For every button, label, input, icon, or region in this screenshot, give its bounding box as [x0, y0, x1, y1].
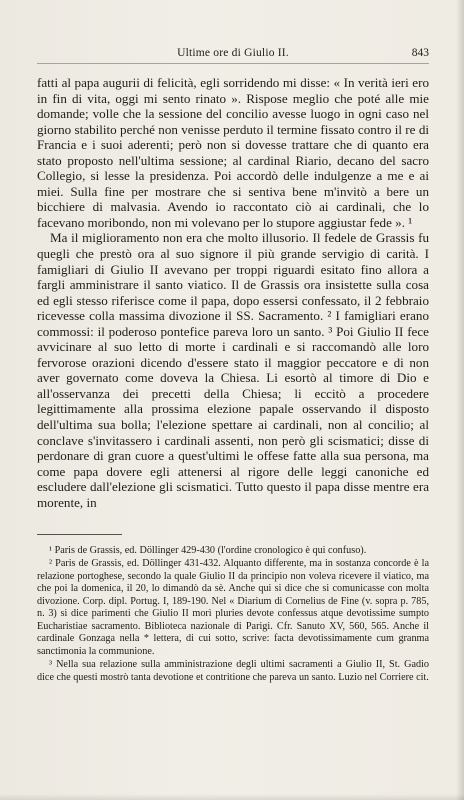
- footnote: ³ Nella sua relazione sulla amministrazione degli ultimi sacramenti a Giulio II, St. Gadio dice che questi mostrò tanta devotione et contritione che pareva un santo. Luzio nel Corriere cit.: [37, 659, 429, 683]
- footnotes: [37, 545, 429, 685]
- paragraph: Ma il miglioramento non era che molto illusorio. Il fedele de Grassis fu quegli che prestò ora al suo signore il più grande servigio di carità. I famigliari di Giulio II avevano per troppi riguardi esitato fino allora a fargli amministrare il santo viatico. Il de Grassis ora insistette sulla cosa ed egli stesso riferisce come il papa, dopo essersi confessato, il 2 febbraio ricevesse colla massima divozione il SS. Sacramento. ² I famigliari erano commossi: il poderoso pontefice pareva loro un santo. ³ Poi Giulio II fece avvicinare al suo letto di morte i cardinali e si raccomandò alle loro fervorose orazioni dicendo d'essere stato il maggior peccatore e di non aver governato come doveva la Chiesa. Li esortò al timore di Dio e all'osservanza dei precetti della Chiesa; li eccitò a procedere legittimamente alla prossima elezione papale osservando il disposto dell'ultima sua bolla; l'elezione spettare ai cardinali, non al concilio; al conclave s'invitassero i cardinali assenti, non però gli scismatici; disse di perdonare di gran cuore a quest'ultimi le offese fatte alla sua persona, ma come papa dovere egli attenersi al rigore delle leggi canoniche ed escludere dall'elezione gli scismatici. Tutto questo il papa disse mentre era morente, in: [37, 230, 429, 510]
- main-text: [37, 75, 429, 510]
- footnote: ¹ Paris de Grassis, ed. Döllinger 429-430 (l'ordine cronologico è qui confuso).: [49, 545, 367, 556]
- running-header: [37, 47, 429, 61]
- running-title: Ultime ore di Giulio II.: [177, 47, 289, 59]
- paragraph: fatti al papa augurii di felicità, egli sorridendo mi disse: « In verità ieri ero in fin di vita, oggi mi sento rinato ». Rispose meglio che poté alle mie domande; volle che la sessione del concilio avesse luogo in ogni caso nel giorno stabilito perché non venisse perduto il termine fissato contro il re di Francia e i suoi aderenti; però non si dovesse trattare che di quanto era stato proposto nell'ultima sessione; al cardinal Riario, decano del sacro Collegio, si lesse la presidenza. Poi accordò delle indulgenze a me e ai miei. Sulla fine per mostrare che si sentiva bene m'invitò a bere un bicchiere di malvasia. Avendo io raccontato ciò ai cardinali, che lo facevano moribondo, non mi volevano per lo stupore aggiustar fede ». ¹: [37, 75, 429, 230]
- page-number: 843: [411, 47, 429, 59]
- page-gutter-shadow: [456, 0, 464, 800]
- footnote: ² Paris de Grassis, ed. Döllinger 431-432. Alquanto differente, ma in sostanza concorde è la relazione portoghese, secondo la quale Giulio II da principio non voleva ricevere il viatico, ma che poi la domenica, il 20, lo dimandò da sè. Anche qui si dice che si comunicasse con molta divozione. Corp. dipl. Portug. I, 189-190. Nel « Diarium di Cornelius de Fine (v. sopra p. 785, n. 3) si dice parimenti che Giulio II morì pluries devote confessus atque devotissime sumpto Eucharistiae sacramento. Biblioteca nazionale di Parigi. Cfr. Sanuto XV, 560, 565. Anche il cardinale Gonzaga nella * lettera, di cui sotto, scrive: facta devotissimamente cum granma sanctimonia la communione.: [37, 558, 429, 657]
- header-rule: [37, 63, 429, 64]
- page-bottom-shadow: [0, 794, 464, 800]
- footnote-separator: [37, 534, 122, 535]
